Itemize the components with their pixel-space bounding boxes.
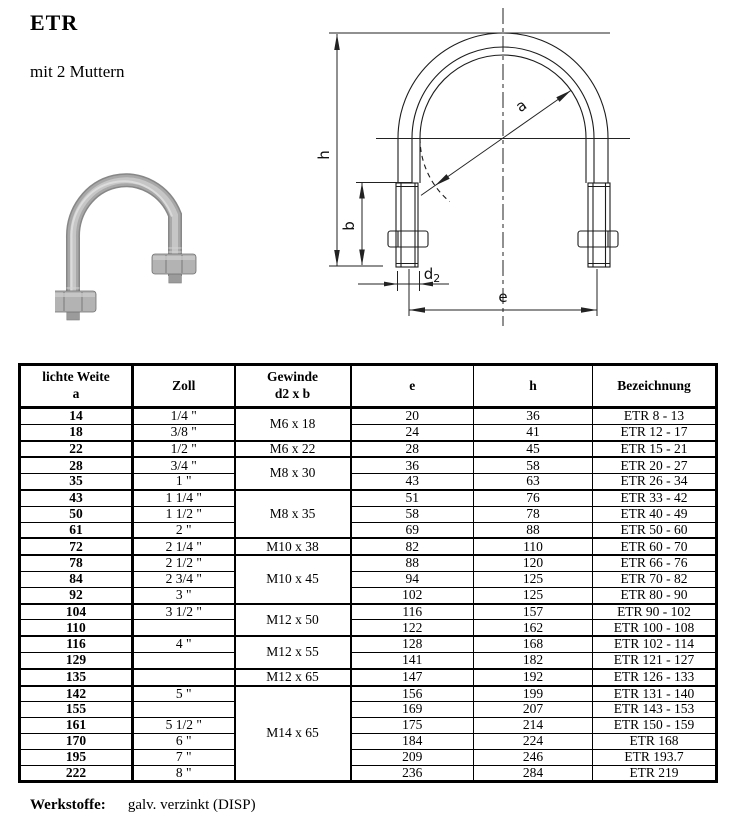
- table-row: [20, 686, 717, 702]
- table-row: [20, 733, 717, 749]
- cell-bezeichnung: ETR 80 - 90: [593, 587, 717, 603]
- table-row: [20, 490, 717, 506]
- table-row: [20, 604, 717, 620]
- dim-label-h: h: [315, 150, 333, 160]
- cell-h: 41: [474, 424, 593, 440]
- cell-gewinde: M6 x 18: [235, 408, 351, 441]
- cell-lichte-weite: 92: [20, 587, 133, 603]
- table-row: [20, 506, 717, 522]
- cell-h: 284: [474, 765, 593, 782]
- cell-zoll: 4 ": [133, 636, 235, 652]
- cell-h: 214: [474, 718, 593, 734]
- cell-e: 156: [351, 686, 474, 702]
- table-row: [20, 765, 717, 782]
- cell-zoll: 2 ": [133, 522, 235, 538]
- table-row: [20, 457, 717, 473]
- materials-note: [30, 797, 256, 814]
- table-row: [20, 555, 717, 571]
- cell-zoll: 1/4 ": [133, 408, 235, 425]
- table-row: [20, 718, 717, 734]
- cell-gewinde: M10 x 45: [235, 555, 351, 603]
- cell-zoll: 1 ": [133, 474, 235, 490]
- cell-lichte-weite: 110: [20, 620, 133, 636]
- cell-gewinde: M10 x 38: [235, 538, 351, 555]
- cell-e: 24: [351, 424, 474, 440]
- table-row: [20, 702, 717, 718]
- cell-bezeichnung: ETR 60 - 70: [593, 538, 717, 555]
- cell-lichte-weite: 43: [20, 490, 133, 506]
- cell-bezeichnung: ETR 8 - 13: [593, 408, 717, 425]
- cell-lichte-weite: 22: [20, 441, 133, 458]
- cell-h: 207: [474, 702, 593, 718]
- cell-bezeichnung: ETR 50 - 60: [593, 522, 717, 538]
- cell-zoll: 7 ": [133, 749, 235, 765]
- header-h: h: [474, 365, 593, 408]
- cell-h: 78: [474, 506, 593, 522]
- cell-gewinde: M6 x 22: [235, 441, 351, 458]
- cell-h: 120: [474, 555, 593, 571]
- cell-bezeichnung: ETR 102 - 114: [593, 636, 717, 652]
- cell-e: 236: [351, 765, 474, 782]
- cell-h: 125: [474, 571, 593, 587]
- cell-gewinde: M8 x 30: [235, 457, 351, 490]
- materials-label: Werkstoffe:: [30, 797, 106, 813]
- cell-gewinde: M12 x 50: [235, 604, 351, 637]
- cell-e: 36: [351, 457, 474, 473]
- cell-zoll: 2 1/4 ": [133, 538, 235, 555]
- cell-e: 128: [351, 636, 474, 652]
- cell-bezeichnung: ETR 168: [593, 733, 717, 749]
- table-header-row: [20, 365, 717, 408]
- cell-bezeichnung: ETR 193.7: [593, 749, 717, 765]
- cell-zoll: 5 ": [133, 686, 235, 702]
- cell-bezeichnung: ETR 121 - 127: [593, 652, 717, 668]
- cell-zoll: 2 1/2 ": [133, 555, 235, 571]
- cell-gewinde: M14 x 65: [235, 686, 351, 782]
- cell-gewinde: M12 x 65: [235, 669, 351, 686]
- cell-gewinde: M12 x 55: [235, 636, 351, 669]
- cell-e: 20: [351, 408, 474, 425]
- cell-zoll: 2 3/4 ": [133, 571, 235, 587]
- cell-lichte-weite: 129: [20, 652, 133, 668]
- header-bezeichnung: Bezeichnung: [593, 365, 717, 408]
- table-row: [20, 749, 717, 765]
- dim-label-e: e: [498, 288, 508, 306]
- cell-h: 246: [474, 749, 593, 765]
- cell-h: 36: [474, 408, 593, 425]
- cell-e: 28: [351, 441, 474, 458]
- cell-bezeichnung: ETR 70 - 82: [593, 571, 717, 587]
- table-row: [20, 652, 717, 668]
- header-gewinde-line1: Gewinde: [266, 369, 318, 385]
- cell-e: 94: [351, 571, 474, 587]
- cell-lichte-weite: 18: [20, 424, 133, 440]
- cell-e: 169: [351, 702, 474, 718]
- cell-bezeichnung: ETR 150 - 159: [593, 718, 717, 734]
- cell-e: 147: [351, 669, 474, 686]
- table-row: [20, 669, 717, 686]
- left-nut: [55, 291, 96, 312]
- cell-e: 102: [351, 587, 474, 603]
- table-row: [20, 636, 717, 652]
- cell-e: 43: [351, 474, 474, 490]
- cell-lichte-weite: 72: [20, 538, 133, 555]
- cell-bezeichnung: ETR 131 - 140: [593, 686, 717, 702]
- cell-h: 76: [474, 490, 593, 506]
- cell-zoll: 3/8 ": [133, 424, 235, 440]
- dim-label-a: a: [512, 95, 531, 116]
- cell-h: 168: [474, 636, 593, 652]
- cell-e: 175: [351, 718, 474, 734]
- cell-lichte-weite: 155: [20, 702, 133, 718]
- cell-h: 199: [474, 686, 593, 702]
- cell-zoll: 3/4 ": [133, 457, 235, 473]
- cell-lichte-weite: 104: [20, 604, 133, 620]
- table-row: [20, 474, 717, 490]
- cell-zoll: [133, 669, 235, 686]
- cell-h: 192: [474, 669, 593, 686]
- cell-bezeichnung: ETR 12 - 17: [593, 424, 717, 440]
- cell-lichte-weite: 116: [20, 636, 133, 652]
- cell-zoll: 3 ": [133, 587, 235, 603]
- right-thread-stub: [169, 273, 182, 283]
- cell-e: 82: [351, 538, 474, 555]
- cell-e: 209: [351, 749, 474, 765]
- cell-lichte-weite: 28: [20, 457, 133, 473]
- dim-label-d2: $d_2$: [423, 265, 441, 285]
- product-photo: [55, 145, 275, 340]
- cell-lichte-weite: 222: [20, 765, 133, 782]
- cell-h: 182: [474, 652, 593, 668]
- cell-lichte-weite: 170: [20, 733, 133, 749]
- page-title: ETR: [30, 10, 79, 35]
- right-nut: [152, 254, 196, 274]
- cell-h: 162: [474, 620, 593, 636]
- cell-h: 110: [474, 538, 593, 555]
- cell-e: 69: [351, 522, 474, 538]
- cell-bezeichnung: ETR 33 - 42: [593, 490, 717, 506]
- cell-bezeichnung: ETR 15 - 21: [593, 441, 717, 458]
- cell-h: 58: [474, 457, 593, 473]
- cell-zoll: 1 1/2 ": [133, 506, 235, 522]
- header-lichte-weite-line1: lichte Weite: [42, 369, 110, 385]
- cell-zoll: 5 1/2 ": [133, 718, 235, 734]
- cell-lichte-weite: 50: [20, 506, 133, 522]
- cell-bezeichnung: ETR 26 - 34: [593, 474, 717, 490]
- cell-e: 141: [351, 652, 474, 668]
- cell-bezeichnung: ETR 40 - 49: [593, 506, 717, 522]
- header-zoll: Zoll: [133, 365, 235, 408]
- cell-e: 58: [351, 506, 474, 522]
- materials-value: galv. verzinkt (DISP): [127, 797, 256, 813]
- spec-table-body: [20, 408, 717, 782]
- table-row: [20, 408, 717, 425]
- cell-bezeichnung: ETR 219: [593, 765, 717, 782]
- cell-e: 88: [351, 555, 474, 571]
- cell-lichte-weite: 61: [20, 522, 133, 538]
- technical-drawing: [295, 5, 735, 350]
- cell-zoll: 1 1/4 ": [133, 490, 235, 506]
- header-lichte-weite: [20, 365, 133, 408]
- table-row: [20, 571, 717, 587]
- table-row: [20, 587, 717, 603]
- dim-label-b: b: [340, 221, 358, 231]
- page-subtitle: mit 2 Muttern: [30, 62, 125, 81]
- header-gewinde: [235, 365, 351, 408]
- cell-lichte-weite: 195: [20, 749, 133, 765]
- cell-lichte-weite: 14: [20, 408, 133, 425]
- cell-h: 88: [474, 522, 593, 538]
- cell-e: 122: [351, 620, 474, 636]
- cell-bezeichnung: ETR 90 - 102: [593, 604, 717, 620]
- table-row: [20, 538, 717, 555]
- cell-lichte-weite: 161: [20, 718, 133, 734]
- cell-bezeichnung: ETR 126 - 133: [593, 669, 717, 686]
- header-gewinde-line2: d2 x b: [274, 386, 311, 401]
- cell-zoll: 6 ": [133, 733, 235, 749]
- header-lichte-weite-line2: a: [72, 386, 80, 401]
- cell-lichte-weite: 35: [20, 474, 133, 490]
- table-row: [20, 441, 717, 458]
- cell-h: 224: [474, 733, 593, 749]
- cell-bezeichnung: ETR 20 - 27: [593, 457, 717, 473]
- cell-zoll: [133, 620, 235, 636]
- cell-zoll: [133, 652, 235, 668]
- table-row: [20, 424, 717, 440]
- table-row: [20, 522, 717, 538]
- cell-bezeichnung: ETR 143 - 153: [593, 702, 717, 718]
- cell-zoll: 8 ": [133, 765, 235, 782]
- cell-bezeichnung: ETR 66 - 76: [593, 555, 717, 571]
- cell-zoll: 1/2 ": [133, 441, 235, 458]
- cell-zoll: 3 1/2 ": [133, 604, 235, 620]
- cell-gewinde: M8 x 35: [235, 490, 351, 538]
- cell-lichte-weite: 78: [20, 555, 133, 571]
- cell-lichte-weite: 142: [20, 686, 133, 702]
- header-e: e: [351, 365, 474, 408]
- cell-h: 125: [474, 587, 593, 603]
- spec-table: [18, 363, 718, 783]
- table-row: [20, 620, 717, 636]
- cell-e: 51: [351, 490, 474, 506]
- cell-lichte-weite: 135: [20, 669, 133, 686]
- cell-h: 157: [474, 604, 593, 620]
- cell-bezeichnung: ETR 100 - 108: [593, 620, 717, 636]
- cell-h: 45: [474, 441, 593, 458]
- cell-zoll: [133, 702, 235, 718]
- cell-lichte-weite: 84: [20, 571, 133, 587]
- cell-e: 116: [351, 604, 474, 620]
- cell-e: 184: [351, 733, 474, 749]
- cell-h: 63: [474, 474, 593, 490]
